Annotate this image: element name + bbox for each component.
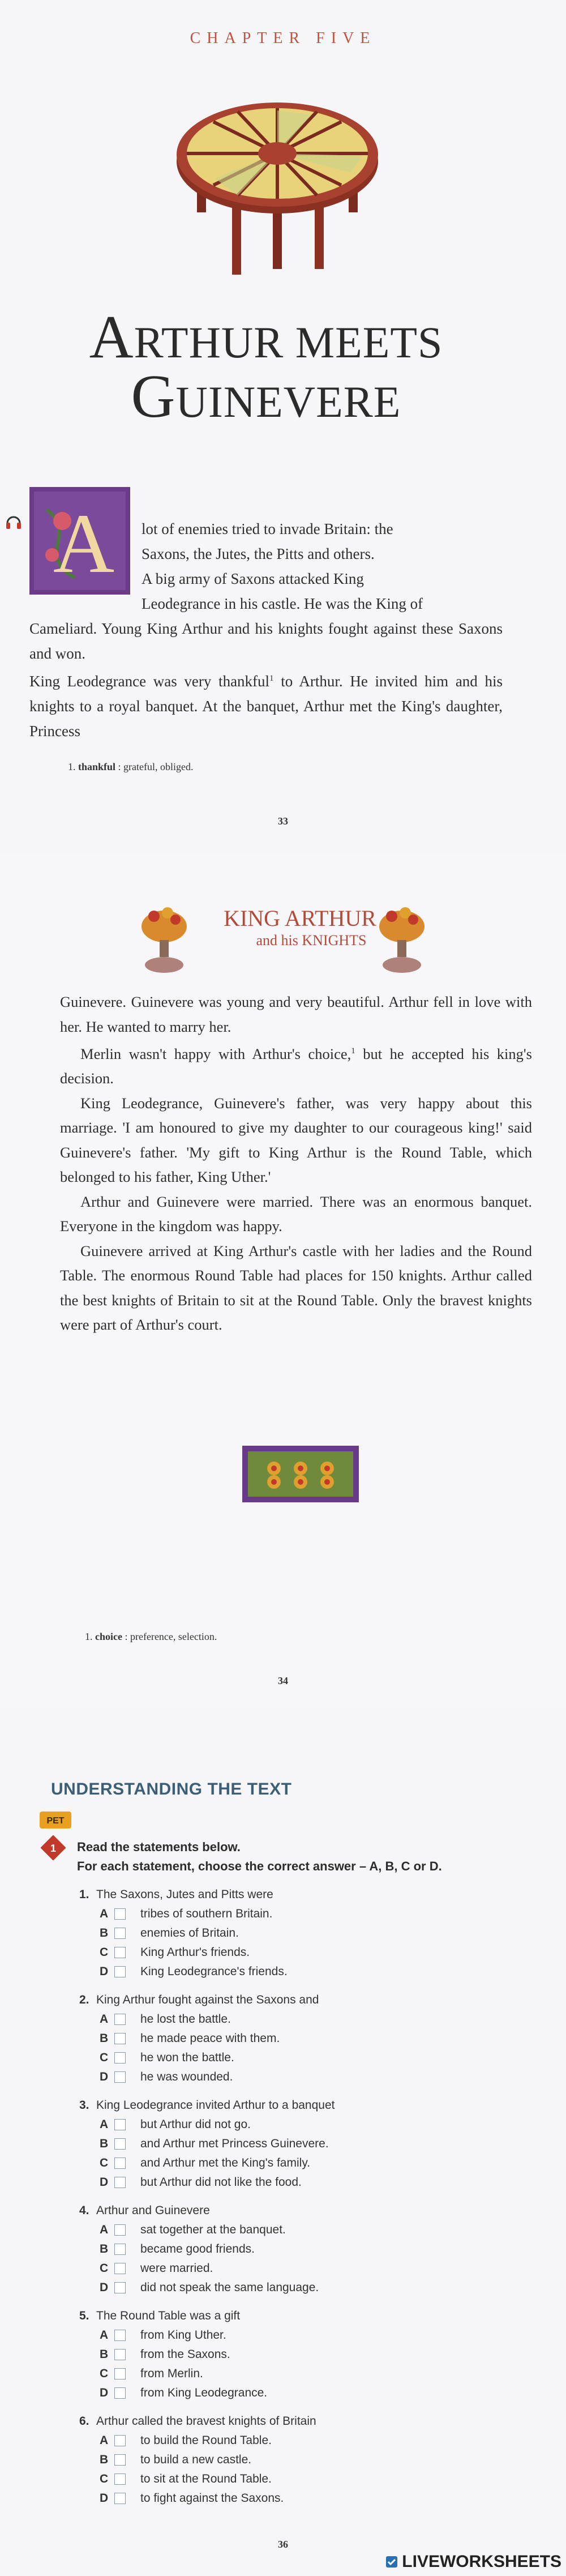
chapter-title	[0, 304, 532, 430]
option-text: to sit at the Round Table.	[140, 2472, 272, 2485]
answer-checkbox[interactable]	[114, 2282, 126, 2293]
footnote-ref: 1	[269, 674, 274, 683]
answer-option-a	[79, 2010, 543, 2029]
question-stem	[79, 2201, 543, 2220]
option-text: from King Leodegrance.	[140, 2386, 268, 2399]
answer-checkbox[interactable]	[114, 2033, 126, 2044]
answer-checkbox[interactable]	[114, 2454, 126, 2466]
p1-line1: lot of enemies tried to invade Britain: the	[142, 520, 393, 537]
option-letter: D	[100, 2070, 109, 2083]
question-text: The Saxons, Jutes and Pitts were	[96, 1888, 273, 1901]
option-text: he won the battle.	[140, 2051, 234, 2064]
question-stem	[79, 1885, 543, 1904]
answer-option-d	[79, 2278, 543, 2297]
answer-checkbox[interactable]	[114, 2158, 126, 2169]
option-text: he made peace with them.	[140, 2032, 280, 2045]
answer-option-b	[79, 2134, 543, 2154]
question-2	[79, 1990, 543, 2087]
page-number: 33	[278, 815, 288, 827]
option-letter: C	[100, 2051, 109, 2064]
logo-line2: and his KNIGHTS	[256, 932, 367, 949]
option-letter: D	[100, 2176, 109, 2189]
rug-illustration	[242, 1446, 359, 1502]
option-text: King Arthur's friends.	[140, 1946, 250, 1959]
footnote-term: thankful	[78, 761, 116, 772]
option-letter: B	[100, 2032, 109, 2045]
answer-checkbox[interactable]	[114, 2052, 126, 2064]
option-letter: C	[100, 1946, 109, 1959]
chapter-label: CHAPTER FIVE	[190, 29, 376, 47]
option-text: became good friends.	[140, 2242, 255, 2255]
option-letter: A	[100, 1907, 109, 1920]
answer-checkbox[interactable]	[114, 1928, 126, 1939]
question-number: 4.	[79, 2204, 89, 2217]
dropcap-letter: A	[53, 497, 115, 591]
option-text: King Leodegrance's friends.	[140, 1965, 288, 1978]
answer-checkbox[interactable]	[114, 2330, 126, 2341]
answer-checkbox[interactable]	[114, 2474, 126, 2485]
round-table-illustration	[170, 76, 385, 280]
liveworksheets-logo-icon	[385, 2555, 398, 2569]
pet-badge	[40, 1812, 71, 1829]
page1-body	[29, 516, 503, 744]
headphones-icon[interactable]	[5, 513, 23, 531]
option-letter: A	[100, 2013, 109, 2026]
answer-checkbox[interactable]	[114, 2071, 126, 2083]
option-letter: A	[100, 2329, 109, 2342]
answer-option-b	[79, 2345, 543, 2364]
question-text: King Leodegrance invited Arthur to a banquet	[96, 2099, 335, 2112]
option-text: he lost the battle.	[140, 2013, 231, 2026]
instruction-line1: Read the statements below.	[77, 1840, 241, 1854]
footnote-term: choice	[95, 1631, 122, 1642]
answer-option-a	[79, 1904, 543, 1924]
p2-para4: Arthur and Guinevere were married. There was an enormous banquet. Everyone in the kingdom was happy.	[60, 1193, 532, 1235]
title-line2: UINEVERE	[175, 377, 401, 426]
answer-option-c	[79, 2048, 543, 2067]
option-letter: B	[100, 2242, 109, 2255]
answer-option-b	[79, 2450, 543, 2470]
series-logo	[221, 905, 379, 949]
p2-para2	[60, 1039, 532, 1091]
answer-option-a	[79, 2115, 543, 2134]
option-text: tribes of southern Britain.	[140, 1907, 273, 1920]
option-text: to build the Round Table.	[140, 2434, 272, 2447]
answer-checkbox[interactable]	[114, 2368, 126, 2380]
question-number: 1.	[79, 1888, 89, 1901]
question-number: 6.	[79, 2415, 89, 2428]
p2-para1: Guinevere. Guinevere was young and very beautiful. Arthur fell in love with her. He wanted to marry her.	[60, 993, 532, 1035]
option-letter: B	[100, 2348, 109, 2361]
question-number: 3.	[79, 2099, 89, 2112]
p1-line3: A big army of Saxons attacked King	[142, 570, 364, 587]
footnote-def: : preference, selection.	[125, 1631, 217, 1642]
question-stem	[79, 2096, 543, 2115]
option-text: and Arthur met Princess Guinevere.	[140, 2137, 329, 2150]
option-text: sat together at the banquet.	[140, 2223, 286, 2236]
answer-checkbox[interactable]	[114, 2435, 126, 2446]
p2-para3: King Leodegrance, Guinevere's father, was very happy about this marriage. 'I am honoured to give my daughter to our courageous king!' said Guinevere's father. 'My gift to King Arthur is the Round Table, which belonged to his father, King Uther.'	[60, 1094, 532, 1186]
watermark	[385, 2552, 561, 2571]
answer-checkbox[interactable]	[114, 2224, 126, 2236]
answer-checkbox[interactable]	[114, 2493, 126, 2504]
option-text: from Merlin.	[140, 2367, 203, 2380]
option-letter: A	[100, 2434, 109, 2447]
instruction-line2: For each statement, choose the correct answer – A, B, C or D.	[77, 1859, 442, 1873]
option-text: he was wounded.	[140, 2070, 233, 2083]
option-text: to build a new castle.	[140, 2453, 252, 2466]
option-letter: C	[100, 2262, 109, 2275]
question-text: Arthur and Guinevere	[96, 2204, 210, 2217]
option-text: were married.	[140, 2262, 213, 2275]
answer-checkbox[interactable]	[114, 2349, 126, 2360]
question-1	[79, 1885, 543, 1981]
footnote-number: 1.	[85, 1631, 93, 1642]
option-text: from the Saxons.	[140, 2348, 230, 2361]
title-line1: RTHUR MEETS	[134, 318, 443, 367]
answer-option-d	[79, 2383, 543, 2403]
answer-checkbox[interactable]	[114, 2244, 126, 2255]
option-letter: B	[100, 1926, 109, 1940]
answer-option-b	[79, 2240, 543, 2259]
answer-option-c	[79, 2364, 543, 2383]
title-cap-g: G	[131, 363, 176, 430]
p2-para5: Guinevere arrived at King Arthur's castle with her ladies and the Round Table. The enormous Round Table had places for 150 knights. Arthur called the best knights of Britain to sit at the Round Table. Only the bravest knights were part of Arthur's court.	[60, 1242, 532, 1334]
option-letter: D	[100, 1965, 109, 1978]
page-34	[0, 854, 566, 1706]
answer-option-d	[79, 2173, 543, 2192]
p2-para2-before: Merlin wasn't happy with Arthur's choice,	[80, 1045, 351, 1062]
option-text: to fight against the Saxons.	[140, 2492, 284, 2505]
section-title: UNDERSTANDING THE TEXT	[51, 1780, 292, 1798]
question-number: 2.	[79, 1993, 89, 2006]
title-cap-a: A	[89, 304, 134, 371]
option-letter: B	[100, 2137, 109, 2150]
answer-option-d	[79, 1962, 543, 1981]
answer-option-a	[79, 2431, 543, 2450]
option-text: but Arthur did not go.	[140, 2118, 251, 2131]
p2-para2-after: but he accepted his king's decision.	[60, 1045, 532, 1087]
answer-checkbox[interactable]	[114, 1908, 126, 1920]
option-text: from King Uther.	[140, 2329, 226, 2342]
question-3	[79, 2096, 543, 2192]
question-number: 5.	[79, 2309, 89, 2322]
option-letter: A	[100, 2223, 109, 2236]
option-letter: B	[100, 2453, 109, 2466]
answer-option-c	[79, 1943, 543, 1962]
p1-line2: Saxons, the Jutes, the Pitts and others.	[142, 545, 375, 562]
answer-option-c	[79, 2259, 543, 2278]
footnote-ref: 1	[351, 1046, 355, 1056]
question-5	[79, 2306, 543, 2403]
answer-option-a	[79, 2220, 543, 2240]
page2-body	[60, 990, 532, 1338]
page-number: 34	[278, 1675, 288, 1686]
answer-option-b	[79, 2029, 543, 2048]
question-list	[79, 1885, 543, 2517]
p1-para2-after: to Arthur. He invited him and his knights to a royal banquet. At the banquet, Arthur met the King's daughter, Princess	[29, 673, 503, 740]
option-text: did not speak the same language.	[140, 2281, 319, 2294]
answer-option-a	[79, 2326, 543, 2345]
pet-label: PET	[46, 1816, 65, 1826]
option-text: and Arthur met the King's family.	[140, 2156, 311, 2169]
page-33	[0, 0, 566, 854]
answer-checkbox[interactable]	[114, 2138, 126, 2150]
answer-checkbox[interactable]	[114, 2119, 126, 2130]
option-letter: C	[100, 2367, 109, 2380]
answer-option-c	[79, 2470, 543, 2489]
p1-line4: Leodegrance in his castle. He was the King of	[142, 595, 423, 612]
p1-para2	[29, 666, 503, 744]
exercise-number: 1	[50, 1843, 57, 1854]
option-letter: D	[100, 2281, 109, 2294]
question-text: Arthur called the bravest knights of Britain	[96, 2415, 316, 2428]
logo-line1: KING ARTHUR	[224, 905, 376, 931]
answer-option-b	[79, 1924, 543, 1943]
question-text: King Arthur fought against the Saxons and	[96, 1993, 319, 2006]
question-stem	[79, 2306, 543, 2326]
option-letter: A	[100, 2118, 109, 2131]
answer-option-d	[79, 2067, 543, 2087]
page-number: 36	[278, 2539, 288, 2550]
answer-checkbox[interactable]	[114, 2014, 126, 2025]
question-text: The Round Table was a gift	[96, 2309, 241, 2322]
question-4	[79, 2201, 543, 2297]
p1-para2-before: King Leodegrance was very thankful	[29, 673, 270, 690]
footnote-def: : grateful, obliged.	[118, 761, 194, 772]
page-36	[0, 1706, 566, 2576]
answer-option-c	[79, 2154, 543, 2173]
answer-checkbox[interactable]	[114, 2177, 126, 2188]
exercise-instructions	[77, 1838, 442, 1876]
option-text: enemies of Britain.	[140, 1926, 239, 1940]
option-letter: D	[100, 2492, 109, 2505]
watermark-text: LIVEWORKSHEETS	[402, 2552, 561, 2571]
footnote-1	[68, 761, 194, 773]
option-letter: C	[100, 2472, 109, 2485]
footnote-1	[85, 1631, 217, 1643]
answer-checkbox[interactable]	[114, 2387, 126, 2399]
p1-para1-cont: Cameliard. Young King Arthur and his knights fought against these Saxons and won.	[29, 620, 503, 662]
answer-checkbox[interactable]	[114, 1966, 126, 1977]
question-stem	[79, 1990, 543, 2010]
question-stem	[79, 2412, 543, 2431]
option-letter: D	[100, 2386, 109, 2399]
option-letter: C	[100, 2156, 109, 2169]
option-text: but Arthur did not like the food.	[140, 2176, 302, 2189]
exercise-number-badge	[41, 1835, 66, 1860]
answer-checkbox[interactable]	[114, 1947, 126, 1958]
footnote-number: 1.	[68, 761, 76, 772]
question-6	[79, 2412, 543, 2508]
answer-option-d	[79, 2489, 543, 2508]
answer-checkbox[interactable]	[114, 2263, 126, 2274]
